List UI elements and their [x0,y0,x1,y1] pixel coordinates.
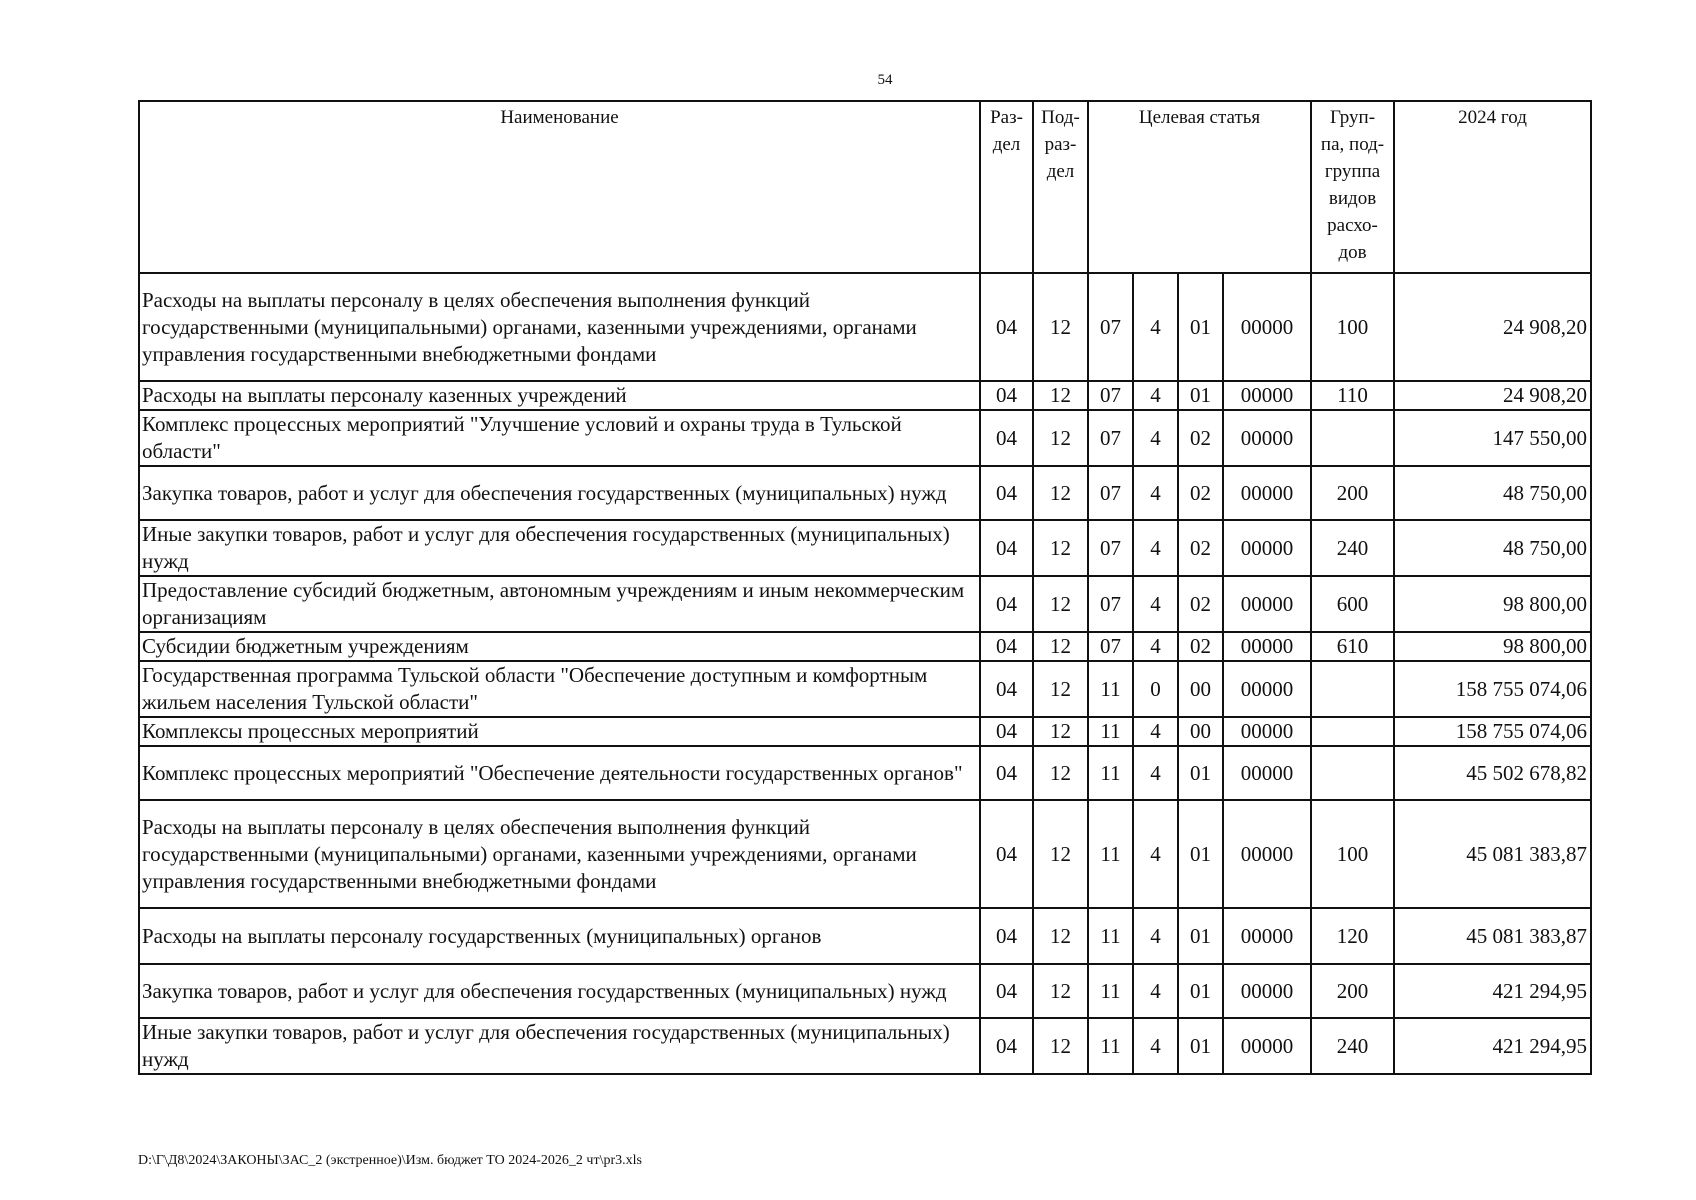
row-razdel: 04 [980,381,1033,410]
row-target-subprogram: 02 [1178,520,1223,576]
row-amount-2024: 158 755 074,06 [1394,661,1591,717]
row-target-subprogram: 01 [1178,1018,1223,1074]
header-group: Груп- па, под- группа видов расхо- дов [1311,101,1394,273]
row-podrazdel: 12 [1033,520,1088,576]
table-row [139,381,1591,410]
row-target-direction: 00000 [1223,1018,1311,1074]
row-target-direction: 00000 [1223,964,1311,1018]
row-razdel: 04 [980,273,1033,381]
row-target-direction: 00000 [1223,520,1311,576]
row-target-subprogram: 01 [1178,908,1223,964]
row-target-type: 4 [1133,746,1178,800]
table-row [139,717,1591,746]
row-podrazdel: 12 [1033,632,1088,661]
row-amount-2024: 24 908,20 [1394,381,1591,410]
table-row [139,576,1591,632]
row-target-type: 4 [1133,964,1178,1018]
row-podrazdel: 12 [1033,576,1088,632]
row-name: Закупка товаров, работ и услуг для обеспечения государственных (муниципальных) нужд [139,964,980,1018]
row-name: Закупка товаров, работ и услуг для обеспечения государственных (муниципальных) нужд [139,466,980,520]
row-expense-group: 240 [1311,520,1394,576]
row-target-program: 11 [1088,717,1133,746]
row-expense-group: 100 [1311,273,1394,381]
row-razdel: 04 [980,632,1033,661]
row-target-subprogram: 02 [1178,576,1223,632]
row-target-direction: 00000 [1223,800,1311,908]
row-razdel: 04 [980,964,1033,1018]
row-target-program: 07 [1088,632,1133,661]
row-name: Иные закупки товаров, работ и услуг для обеспечения государственных (муниципальных) нужд [139,520,980,576]
row-amount-2024: 48 750,00 [1394,466,1591,520]
row-razdel: 04 [980,410,1033,466]
row-target-program: 11 [1088,661,1133,717]
header-name: Наименование [139,101,980,273]
row-target-direction: 00000 [1223,466,1311,520]
row-podrazdel: 12 [1033,964,1088,1018]
row-target-type: 4 [1133,800,1178,908]
table-header-row [139,101,1591,273]
row-name: Комплекс процессных мероприятий "Обеспечение деятельности государственных органов" [139,746,980,800]
table-row [139,632,1591,661]
row-amount-2024: 98 800,00 [1394,576,1591,632]
row-razdel: 04 [980,520,1033,576]
row-target-program: 07 [1088,466,1133,520]
row-target-direction: 00000 [1223,576,1311,632]
table-row [139,661,1591,717]
row-target-direction: 00000 [1223,381,1311,410]
row-target-program: 07 [1088,520,1133,576]
row-razdel: 04 [980,800,1033,908]
row-target-program: 11 [1088,1018,1133,1074]
row-target-type: 4 [1133,908,1178,964]
row-amount-2024: 24 908,20 [1394,273,1591,381]
row-expense-group [1311,410,1394,466]
row-razdel: 04 [980,1018,1033,1074]
row-target-type: 4 [1133,410,1178,466]
row-target-direction: 00000 [1223,746,1311,800]
row-podrazdel: 12 [1033,410,1088,466]
row-name: Иные закупки товаров, работ и услуг для обеспечения государственных (муниципальных) нужд [139,1018,980,1074]
row-target-direction: 00000 [1223,717,1311,746]
row-target-type: 4 [1133,273,1178,381]
row-name: Комплекс процессных мероприятий "Улучшение условий и охраны труда в Тульской области" [139,410,980,466]
row-target-type: 4 [1133,717,1178,746]
header-razdel: Раз- дел [980,101,1033,273]
table-row [139,520,1591,576]
header-target-article: Целевая статья [1088,101,1311,273]
row-podrazdel: 12 [1033,273,1088,381]
row-amount-2024: 45 081 383,87 [1394,800,1591,908]
row-amount-2024: 158 755 074,06 [1394,717,1591,746]
row-name: Предоставление субсидий бюджетным, автономным учреждениям и иным некоммерческим организациям [139,576,980,632]
table-row [139,273,1591,381]
row-expense-group: 200 [1311,466,1394,520]
row-target-program: 07 [1088,410,1133,466]
row-target-type: 4 [1133,520,1178,576]
row-podrazdel: 12 [1033,908,1088,964]
row-podrazdel: 12 [1033,717,1088,746]
row-expense-group [1311,717,1394,746]
table-row [139,908,1591,964]
row-target-program: 07 [1088,576,1133,632]
row-amount-2024: 45 502 678,82 [1394,746,1591,800]
row-target-program: 11 [1088,800,1133,908]
row-name: Государственная программа Тульской области "Обеспечение доступным и комфортным жильем населения Тульской области" [139,661,980,717]
table-row [139,964,1591,1018]
table-row [139,746,1591,800]
row-expense-group: 600 [1311,576,1394,632]
row-target-subprogram: 01 [1178,273,1223,381]
row-name: Субсидии бюджетным учреждениям [139,632,980,661]
row-target-type: 0 [1133,661,1178,717]
row-target-subprogram: 00 [1178,717,1223,746]
row-expense-group: 120 [1311,908,1394,964]
row-podrazdel: 12 [1033,466,1088,520]
row-razdel: 04 [980,908,1033,964]
row-target-program: 11 [1088,908,1133,964]
row-amount-2024: 147 550,00 [1394,410,1591,466]
row-expense-group: 610 [1311,632,1394,661]
row-target-type: 4 [1133,466,1178,520]
row-expense-group: 240 [1311,1018,1394,1074]
row-name: Расходы на выплаты персоналу в целях обеспечения выполнения функций государственными (муниципальными) органами, казенными учреждениями, органами управления государственными внебюджетными фондами [139,273,980,381]
row-name: Комплексы процессных мероприятий [139,717,980,746]
row-target-subprogram: 02 [1178,410,1223,466]
table-row [139,410,1591,466]
header-podrazdel: Под- раз- дел [1033,101,1088,273]
row-podrazdel: 12 [1033,661,1088,717]
row-target-subprogram: 02 [1178,466,1223,520]
row-name: Расходы на выплаты персоналу в целях обеспечения выполнения функций государственными (муниципальными) органами, казенными учреждениями, органами управления государственными внебюджетными фондами [139,800,980,908]
row-razdel: 04 [980,576,1033,632]
row-target-subprogram: 01 [1178,381,1223,410]
table-row [139,800,1591,908]
row-target-direction: 00000 [1223,273,1311,381]
row-podrazdel: 12 [1033,746,1088,800]
row-amount-2024: 48 750,00 [1394,520,1591,576]
row-target-direction: 00000 [1223,661,1311,717]
row-expense-group [1311,746,1394,800]
row-amount-2024: 45 081 383,87 [1394,908,1591,964]
row-podrazdel: 12 [1033,800,1088,908]
header-year: 2024 год [1394,101,1591,273]
row-expense-group: 110 [1311,381,1394,410]
row-expense-group: 200 [1311,964,1394,1018]
row-target-subprogram: 01 [1178,746,1223,800]
row-target-subprogram: 00 [1178,661,1223,717]
budget-table [138,100,1592,1075]
row-target-type: 4 [1133,1018,1178,1074]
row-name: Расходы на выплаты персоналу государственных (муниципальных) органов [139,908,980,964]
row-amount-2024: 421 294,95 [1394,1018,1591,1074]
row-name: Расходы на выплаты персоналу казенных учреждений [139,381,980,410]
row-target-program: 11 [1088,964,1133,1018]
row-expense-group: 100 [1311,800,1394,908]
row-razdel: 04 [980,466,1033,520]
row-target-program: 07 [1088,273,1133,381]
row-target-direction: 00000 [1223,632,1311,661]
row-target-type: 4 [1133,632,1178,661]
table-row [139,1018,1591,1074]
row-amount-2024: 421 294,95 [1394,964,1591,1018]
row-target-program: 11 [1088,746,1133,800]
row-expense-group [1311,661,1394,717]
row-target-direction: 00000 [1223,410,1311,466]
row-target-type: 4 [1133,381,1178,410]
row-target-program: 07 [1088,381,1133,410]
table-row [139,466,1591,520]
row-razdel: 04 [980,746,1033,800]
row-podrazdel: 12 [1033,1018,1088,1074]
row-podrazdel: 12 [1033,381,1088,410]
row-target-type: 4 [1133,576,1178,632]
row-target-direction: 00000 [1223,908,1311,964]
row-target-subprogram: 01 [1178,800,1223,908]
file-path-footer: D:\Г\Д8\2024\ЗАКОНЫ\ЗАС_2 (экстренное)\Изм. бюджет ТО 2024-2026_2 чт\pr3.xls [138,1153,642,1168]
row-amount-2024: 98 800,00 [1394,632,1591,661]
row-razdel: 04 [980,717,1033,746]
row-target-subprogram: 02 [1178,632,1223,661]
row-razdel: 04 [980,661,1033,717]
page-number: 54 [877,72,893,88]
row-target-subprogram: 01 [1178,964,1223,1018]
